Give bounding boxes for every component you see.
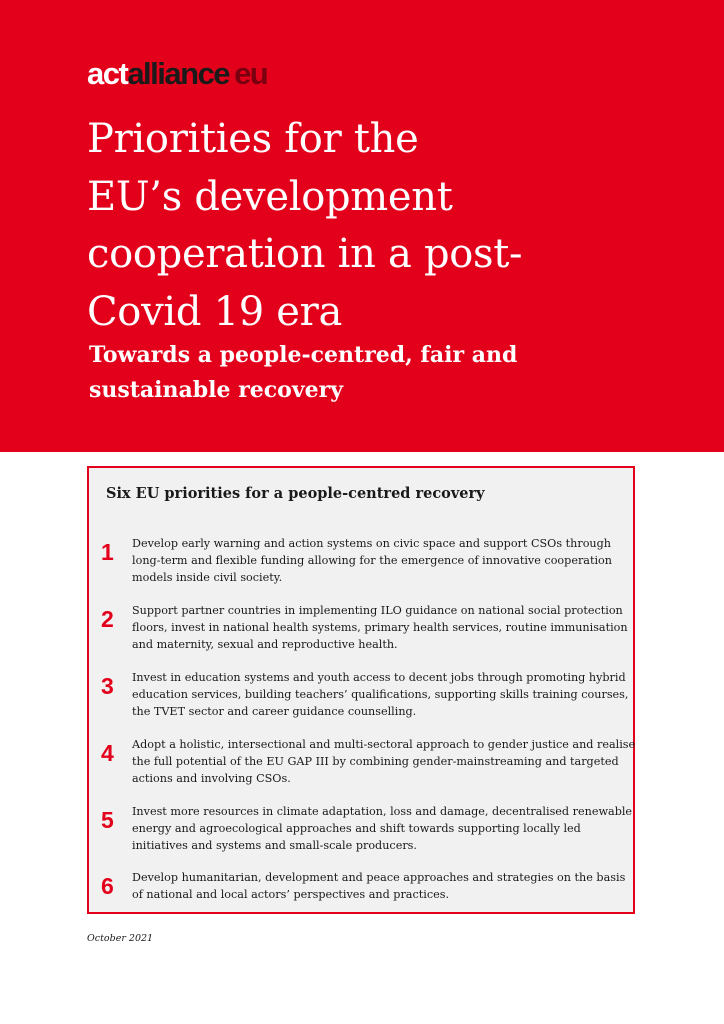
priority-number: 1 xyxy=(101,539,114,565)
priority-text xyxy=(132,803,632,854)
subtitle-line: sustainable recovery xyxy=(89,377,343,403)
priority-text-line: long-term and flexible funding allowing for the emergence of innovative cooperation xyxy=(132,554,612,567)
priority-text-line: and maternity, sexual and reproductive health. xyxy=(132,638,398,651)
priority-text-line: Support partner countries in implementing ILO guidance on national social protection xyxy=(132,604,623,617)
priority-number: 3 xyxy=(101,673,114,699)
publication-date: October 2021 xyxy=(87,933,154,944)
priority-number: 2 xyxy=(101,606,114,632)
document-subtitle xyxy=(89,338,649,408)
priority-text-line: Adopt a holistic, intersectional and multi-sectoral approach to gender justice and realise xyxy=(132,738,636,751)
subtitle-line: Towards a people-centred, fair and xyxy=(89,342,518,368)
cover-header xyxy=(0,0,724,452)
priority-text-line: of national and local actors’ perspectives and practices. xyxy=(132,888,449,901)
priority-text xyxy=(132,669,632,720)
title-line: Priorities for the xyxy=(87,116,419,162)
priority-text-line: Invest more resources in climate adaptation, loss and damage, decentralised renewable xyxy=(132,805,633,818)
priority-text-line: energy and agroecological approaches and shift towards supporting locally led xyxy=(132,822,581,835)
priority-text-line: Develop humanitarian, development and peace approaches and strategies on the basis xyxy=(132,871,626,884)
title-line: Covid 19 era xyxy=(87,288,343,335)
priority-text-line: floors, invest in national health systems, primary health services, routine immunisation xyxy=(132,621,628,634)
priority-text xyxy=(132,736,636,787)
priority-text-line: the full potential of the EU GAP III by combining gender-mainstreaming and targeted xyxy=(132,755,619,768)
priority-text xyxy=(132,535,632,586)
priority-text xyxy=(132,602,632,653)
priorities-box xyxy=(87,466,635,914)
priority-number: 6 xyxy=(101,873,114,899)
priority-text-line: the TVET sector and career guidance counselling. xyxy=(132,705,417,718)
priority-text-line: actions and involving CSOs. xyxy=(132,772,291,785)
priority-text-line: Develop early warning and action systems on civic space and support CSOs through xyxy=(132,537,612,550)
logo-alliance: alliance xyxy=(127,56,230,91)
priority-text-line: initiatives and systems and small-scale producers. xyxy=(132,839,417,852)
document-title xyxy=(87,111,697,341)
priorities-heading: Six EU priorities for a people-centred recovery xyxy=(106,485,485,502)
priority-number: 4 xyxy=(101,740,114,766)
priority-text-line: models inside civil society. xyxy=(132,571,283,584)
act-alliance-eu-logo xyxy=(87,56,267,92)
priority-text-line: Invest in education systems and youth access to decent jobs through promoting hybrid xyxy=(132,671,626,684)
title-line: cooperation in a post- xyxy=(87,231,523,277)
logo-eu: eu xyxy=(234,56,268,91)
title-line: EU’s development xyxy=(87,173,453,220)
priority-text-line: education services, building teachers’ qualifications, supporting skills training courses, xyxy=(132,688,629,701)
priority-text xyxy=(132,869,632,903)
logo-act: act xyxy=(87,56,128,91)
priority-number: 5 xyxy=(101,807,114,833)
